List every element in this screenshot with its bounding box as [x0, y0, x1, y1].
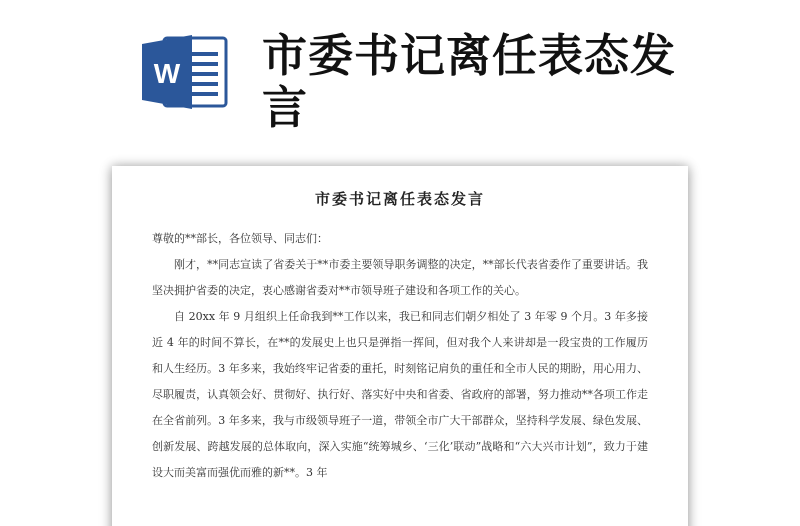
- salutation: 尊敬的**部长，各位领导、同志们：: [152, 232, 328, 245]
- page-title: 市委书记离任表态发言: [314, 190, 485, 208]
- word-icon-letter: W: [153, 58, 181, 89]
- document-page: [112, 166, 688, 526]
- document-heading: [262, 30, 732, 134]
- document-heading-line-1: 市委书记离任表态发: [262, 29, 677, 82]
- paragraph-2: 自 20xx 年 9 月组织上任命我到**工作以来，我已和同志们朝夕相处了 3 年零 9 个月。3 年多接近 4 年的时间不算长，在**的发展史上也只是弹指一挥间，但对我个人来讲却是一段宝贵的工作履历和人生经历。3 年多来，我始终牢记省委的重托，时刻铭记肩负的重任和全市人民的期盼，用心用力、尽职履责，认真领会好、贯彻好、执行好、落实好中央和省委、省政府的部署，努力推动**各项工作走在全省前列。3 年多来，我与市级领导班子一道，带领全市广大干部群众，坚持科学发展、绿色发展、创新发展、跨越发展的总体取向，深入实施“统筹城乡、‘三化’联动”战略和“六大兴市计划”，致力于建设大而美富而强优而雅的新**。3 年: [152, 310, 648, 479]
- document-body: [152, 226, 648, 486]
- word-document-icon: [140, 32, 232, 112]
- document-preview-header: [0, 0, 800, 160]
- document-heading-line-2: 言: [262, 81, 309, 134]
- paragraph-1: 刚才，**同志宣读了省委关于**市委主要领导职务调整的决定，**部长代表省委作了重要讲话。我坚决拥护省委的决定，衷心感谢省委对**市领导班子建设和各项工作的关心。: [152, 258, 648, 297]
